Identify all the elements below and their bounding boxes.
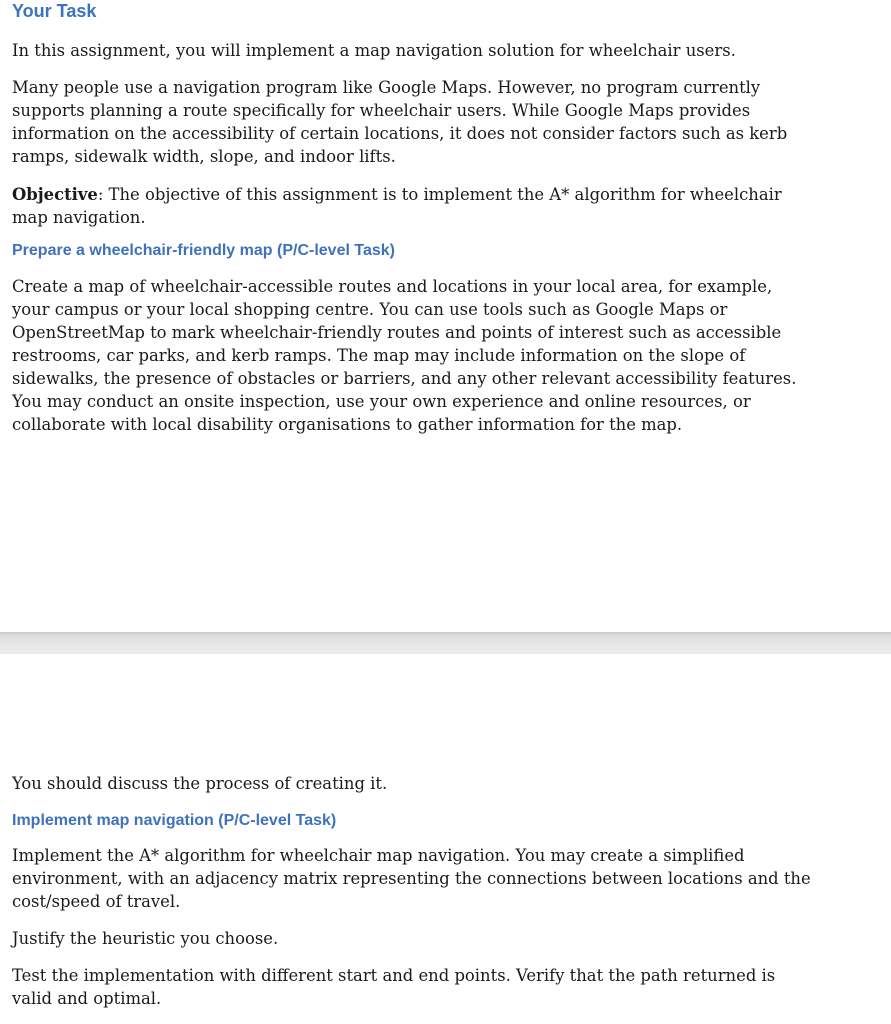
implement-navigation-paragraph: Implement the A* algorithm for wheelchair map navigation. You may create a simplified environment, with an adjacency matrix representing the connections between locations and the cost/speed of travel. <box>12 846 811 911</box>
section-heading-prepare-map: Prepare a wheelchair-friendly map (P/C-level Task) <box>12 242 395 259</box>
background-paragraph: Many people use a navigation program like Google Maps. However, no program currently supports planning a route specifically for wheelchair users. While Google Maps provides information on the accessibility of certain locations, it does not consider factors such as kerb ramps, sidewalk width, slope, and indoor lifts. <box>12 78 788 166</box>
page-2-content <box>12 772 812 1010</box>
prepare-map-continued-paragraph: You should discuss the process of creating it. <box>12 774 388 793</box>
objective-text: : The objective of this assignment is to implement the A* algorithm for wheelchair map navigation. <box>12 185 782 227</box>
page-1-content <box>12 0 812 436</box>
objective-label: Objective <box>12 185 98 204</box>
section-heading-implement-navigation: Implement map navigation (P/C-level Task) <box>12 812 337 829</box>
document-page-2 <box>0 654 891 1024</box>
task-title: Your Task <box>12 1 97 21</box>
testing-paragraph: Test the implementation with different start and end points. Verify that the path returned is valid and optimal. <box>12 966 776 1008</box>
heuristic-paragraph: Justify the heuristic you choose. <box>12 929 279 948</box>
intro-paragraph: In this assignment, you will implement a map navigation solution for wheelchair users. <box>12 41 736 60</box>
page-separator <box>0 632 891 654</box>
objective-paragraph <box>12 183 812 229</box>
prepare-map-paragraph: Create a map of wheelchair-accessible routes and locations in your local area, for example, your campus or your local shopping centre. You can use tools such as Google Maps or OpenStreetMap to mark wheelchair-friendly routes and points of interest such as accessible restrooms, car parks, and kerb ramps. The map may include information on the slope of sidewalks, the presence of obstacles or barriers, and any other relevant accessibility features. You may conduct an onsite inspection, use your own experience and online resources, or collaborate with local disability organisations to gather information for the map. <box>12 277 797 434</box>
